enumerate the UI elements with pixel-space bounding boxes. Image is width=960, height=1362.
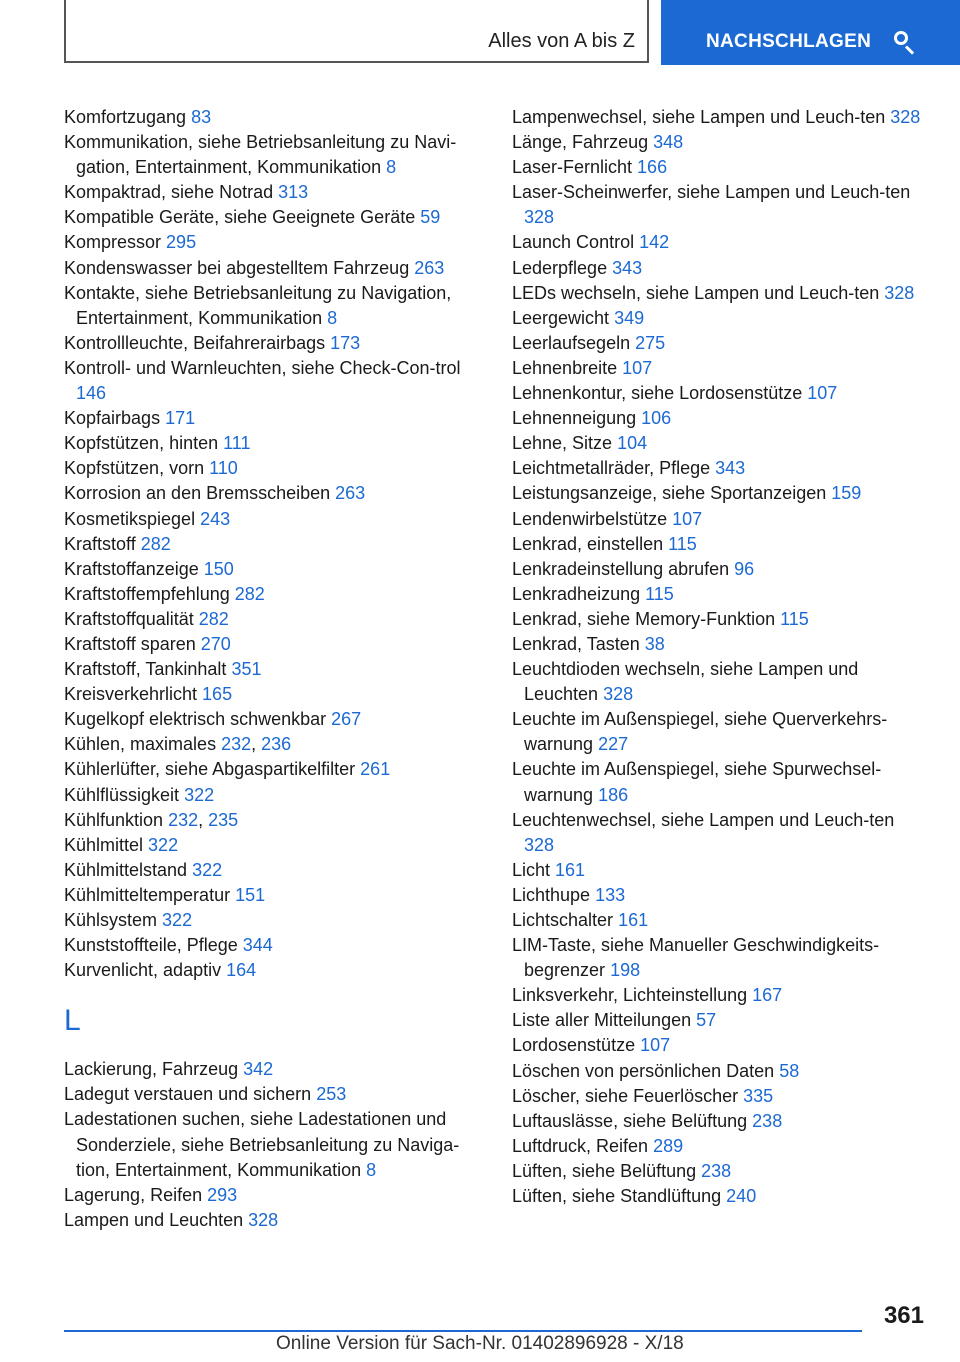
index-entry	[512, 1033, 922, 1058]
index-entry	[512, 1109, 922, 1134]
nav-tab-label: NACHSCHLAGEN	[706, 30, 872, 52]
page-link[interactable]: 335	[743, 1085, 774, 1106]
index-entry-term: Kompaktrad, siehe Notrad	[64, 182, 279, 203]
page-link[interactable]: 328	[524, 207, 555, 228]
index-entry	[64, 431, 484, 456]
page-link[interactable]: 107	[672, 508, 703, 529]
index-entry-term: LIM-Taste, siehe Manueller Geschwindigkeits-begrenzer	[512, 935, 880, 981]
page-link[interactable]: 328	[890, 107, 921, 127]
index-entry-term: Lehnenneigung	[512, 408, 642, 429]
index-entry	[512, 431, 922, 456]
page-link[interactable]: 38	[644, 633, 665, 654]
index-entry-term: Kosmetikspiegel	[64, 508, 201, 529]
page-link[interactable]: 161	[555, 859, 586, 880]
page-link[interactable]: 173	[330, 332, 361, 353]
index-entry-term: Kugelkopf elektrisch schwenkbar	[64, 709, 332, 730]
index-entry	[64, 757, 484, 782]
index-entry-term: Ladestationen suchen, siehe Ladestationen und Sonderziele, siehe Betriebsanleitung zu Naviga-tion, Entertainment, Kommunikation	[64, 1109, 460, 1180]
index-entry	[512, 808, 922, 858]
page-link[interactable]: 167	[752, 985, 783, 1006]
index-entry	[64, 180, 484, 205]
index-entry-term: Kopfstützen, vorn	[64, 458, 210, 479]
index-entry-term: Lampen und Leuchten	[64, 1209, 249, 1230]
page-link[interactable]: 282	[140, 533, 171, 554]
index-entry-term: Launch Control	[512, 232, 640, 253]
page-link[interactable]: 150	[203, 558, 234, 579]
index-entry	[512, 532, 922, 557]
page-link[interactable]: 161	[618, 910, 649, 930]
index-entry-term: Lagerung, Reifen	[64, 1184, 208, 1205]
header-title: Alles von A bis Z	[488, 30, 635, 52]
page-link[interactable]: 322	[162, 910, 193, 930]
index-entry-term: Lenkrad, einstellen	[512, 533, 669, 554]
page-link[interactable]: 110	[209, 458, 238, 479]
page-link[interactable]: 115	[645, 583, 674, 604]
page-link[interactable]: 343	[715, 458, 746, 479]
index-entry-term: Lehnenbreite	[512, 357, 623, 378]
index-entry	[64, 783, 484, 808]
index-entry	[64, 858, 484, 883]
page-link[interactable]: 232	[168, 809, 199, 830]
footer-divider	[64, 1330, 862, 1332]
index-entry-term: Korrosion an den Bremsscheiben	[64, 483, 336, 504]
index-entry	[512, 1084, 922, 1109]
index-entry	[512, 456, 922, 481]
page-link[interactable]: 293	[207, 1184, 238, 1205]
index-entry	[64, 406, 484, 431]
index-entry-term: Kühlsystem	[64, 910, 163, 930]
page-link[interactable]: 83	[191, 107, 212, 127]
index-entry-term: Leuchte im Außenspiegel, siehe Spurwechsel-warnung	[512, 759, 882, 805]
page-link[interactable]: 351	[231, 659, 262, 680]
nav-tab-nachschlagen[interactable]	[661, 0, 960, 65]
page-link[interactable]: 263	[335, 483, 366, 504]
index-letter-heading: L	[64, 1004, 81, 1038]
index-entry-term: Leergewicht	[512, 307, 615, 328]
page-link[interactable]: 198	[610, 960, 641, 981]
index-entry	[64, 507, 484, 532]
index-entry	[64, 1057, 484, 1082]
index-entry-term: Löscher, siehe Feuerlöscher	[512, 1085, 744, 1106]
index-entry-term: Kunststoffteile, Pflege	[64, 935, 243, 956]
index-entry-term: Leichtmetallräder, Pflege	[512, 458, 716, 479]
index-entry-term: Lichthupe	[512, 884, 596, 905]
footer-text: Online Version für Sach-Nr. 01402896928 - X/18	[276, 1333, 684, 1354]
index-entry-term: Kontrollleuchte, Beifahrerairbags	[64, 332, 331, 353]
index-entry-term: Löschen von persönlichen Daten	[512, 1060, 780, 1081]
page-link[interactable]: 104	[617, 433, 648, 454]
index-entry	[512, 230, 922, 255]
index-entry-term: Länge, Fahrzeug	[512, 132, 654, 153]
page-link[interactable]: 115	[668, 533, 697, 554]
page-link[interactable]: 57	[696, 1010, 717, 1031]
page-link[interactable]: 107	[807, 383, 838, 404]
index-entry	[64, 281, 484, 331]
index-entry	[64, 456, 484, 481]
index-entry-term: Ladegut verstauen und sichern	[64, 1084, 317, 1105]
page-link[interactable]: 344	[242, 935, 273, 956]
index-entry-term: Kühlen, maximales	[64, 734, 222, 755]
index-entry	[512, 983, 922, 1008]
page-link[interactable]: 8	[386, 157, 397, 178]
page-link[interactable]: 240	[726, 1186, 757, 1207]
index-entry	[512, 1159, 922, 1184]
index-entry	[512, 757, 922, 807]
index-entry-term: Kraftstoff	[64, 533, 141, 554]
index-entry	[512, 180, 922, 230]
page-link[interactable]: 133	[595, 884, 626, 905]
page-link[interactable]: 166	[637, 157, 668, 178]
index-column-right	[512, 105, 922, 1209]
index-entry: Kühlen, maximales 232, 236	[64, 734, 292, 755]
index-entry	[512, 1184, 922, 1209]
index-entry-term: Laser-Scheinwerfer, siehe Lampen und Leuch-ten	[512, 182, 911, 203]
index-entry	[512, 281, 922, 306]
index-entry-term: Kühlmitteltemperatur	[64, 884, 236, 905]
index-entry-term: Kraftstoff, Tankinhalt	[64, 659, 232, 680]
page-link[interactable]: 238	[701, 1160, 732, 1181]
index-entry	[64, 331, 484, 356]
index-entry-term: Lenkrad, siehe Memory-Funktion	[512, 608, 781, 629]
index-entry-term: Lordosenstütze	[512, 1035, 641, 1056]
page-link[interactable]: 111	[223, 433, 251, 454]
index-entry-term: Licht	[512, 859, 556, 880]
index-entry	[64, 1107, 484, 1182]
index-entry-term: Lüften, siehe Standlüftung	[512, 1186, 727, 1207]
index-entry-term: LEDs wechseln, siehe Lampen und Leuch-ten	[512, 282, 885, 303]
page-link[interactable]: 275	[635, 332, 666, 353]
index-entry	[512, 883, 922, 908]
index-entry	[512, 858, 922, 883]
page-link[interactable]: 282	[198, 608, 229, 629]
index-entry-term: Kühlflüssigkeit	[64, 784, 185, 805]
index-entry-term: Lenkrad, Tasten	[512, 633, 645, 654]
page-link[interactable]: 165	[202, 684, 233, 705]
index-entry	[512, 256, 922, 281]
index-entry	[64, 657, 484, 682]
page-link[interactable]: 96	[734, 558, 755, 579]
page-link[interactable]: 261	[360, 759, 391, 780]
index-entry	[64, 632, 484, 657]
index-entry	[512, 306, 922, 331]
index-entry-term: Kühlmittelstand	[64, 859, 193, 880]
index-entry	[64, 105, 484, 130]
index-entry-term: Lenkradheizung	[512, 583, 646, 604]
index-entry-term: Kreisverkehrlicht	[64, 684, 203, 705]
index-entry	[512, 130, 922, 155]
index-entry	[512, 908, 922, 933]
index-entry-term: Leistungsanzeige, siehe Sportanzeigen	[512, 483, 832, 504]
index-entry	[64, 1208, 484, 1233]
page-link[interactable]: 253	[316, 1084, 347, 1105]
index-entry	[512, 557, 922, 582]
index-entry	[64, 582, 484, 607]
index-entry	[64, 532, 484, 557]
page-link[interactable]: 227	[598, 734, 629, 755]
page-link[interactable]: 8	[327, 307, 338, 328]
index-entry	[512, 582, 922, 607]
page-link[interactable]: 238	[752, 1110, 783, 1131]
page-link[interactable]: 348	[653, 132, 684, 153]
index-entry-term: Lampenwechsel, siehe Lampen und Leuch-ten	[512, 107, 891, 127]
index-entry	[512, 406, 922, 431]
index-entry-term: Kraftstoffqualität	[64, 608, 199, 629]
index-entry	[512, 657, 922, 707]
index-entry-term: Leerlaufsegeln	[512, 332, 636, 353]
index-entry	[64, 230, 484, 255]
index-entry-term: Kurvenlicht, adaptiv	[64, 960, 227, 981]
index-entry	[64, 707, 484, 732]
index-entry-term: Lüften, siehe Belüftung	[512, 1160, 702, 1181]
page-link[interactable]: 343	[612, 257, 643, 278]
page-link[interactable]: 107	[640, 1035, 671, 1056]
index-entry	[64, 958, 484, 983]
index-entry-term: Lendenwirbelstütze	[512, 508, 673, 529]
index-entry	[512, 1059, 922, 1084]
page-link[interactable]: 106	[641, 408, 672, 429]
index-entry	[64, 1183, 484, 1208]
index-entry	[512, 1134, 922, 1159]
index-entry	[64, 607, 484, 632]
index-entry	[64, 833, 484, 858]
index-entry-term: Kontroll- und Warnleuchten, siehe Check-Con-trol	[64, 357, 461, 378]
index-entry-term: Kopfstützen, hinten	[64, 433, 224, 454]
page-link[interactable]: 322	[192, 859, 223, 880]
index-entry-term: Kopfairbags	[64, 408, 166, 429]
page-link[interactable]: 289	[653, 1135, 684, 1156]
index-entry-term: Kontakte, siehe Betriebsanleitung zu Navigation, Entertainment, Kommunikation	[64, 282, 452, 328]
page-link[interactable]: 328	[524, 834, 555, 855]
index-entry	[64, 883, 484, 908]
index-entry	[512, 607, 922, 632]
index-entry-term: Leuchtdioden wechseln, siehe Lampen und Leuchten	[512, 659, 859, 705]
index-entry	[512, 707, 922, 757]
index-entry-term: Kompatible Geräte, siehe Geeignete Geräte	[64, 207, 421, 228]
index-entry-term: Kühlmittel	[64, 834, 149, 855]
page-link[interactable]: 58	[779, 1060, 800, 1081]
page-link[interactable]: 232	[221, 734, 252, 755]
index-entry-term: Luftdruck, Reifen	[512, 1135, 654, 1156]
index-entry	[64, 908, 484, 933]
page-number: 361	[883, 1302, 924, 1329]
page-link[interactable]: 270	[200, 633, 231, 654]
page-link[interactable]: 243	[200, 508, 231, 529]
index-entry	[512, 331, 922, 356]
index-entry	[64, 130, 484, 180]
page-link[interactable]: 328	[248, 1209, 279, 1230]
index-entry-term: Kraftstoffempfehlung	[64, 583, 235, 604]
index-entry	[64, 682, 484, 707]
page-link[interactable]: 349	[614, 307, 645, 328]
page-link[interactable]: 164	[226, 960, 257, 981]
index-entry-term: Lehnenkontur, siehe Lordosenstütze	[512, 383, 808, 404]
index-entry	[64, 205, 484, 230]
page-link[interactable]: 267	[331, 709, 362, 730]
index-entry	[64, 481, 484, 506]
page-link[interactable]: 171	[165, 408, 196, 429]
header-title-box	[64, 0, 649, 63]
page-link[interactable]: 313	[278, 182, 309, 203]
page-link[interactable]: 142	[639, 232, 670, 253]
index-entry	[512, 632, 922, 657]
index-entry-term: Luftauslässe, siehe Belüftung	[512, 1110, 753, 1131]
index-entry-term: Kühlerlüfter, siehe Abgaspartikelfilter	[64, 759, 361, 780]
page-link[interactable]: 263	[414, 257, 445, 278]
page-link[interactable]: 186	[598, 784, 629, 805]
index-entry-term: Kommunikation, siehe Betriebsanleitung zu Navi-gation, Entertainment, Kommunikation	[64, 132, 457, 178]
index-entry	[512, 1008, 922, 1033]
index-entry-term: Kraftstoffanzeige	[64, 558, 204, 579]
index-entry-term: Kompressor	[64, 232, 167, 253]
index-entry	[64, 557, 484, 582]
index-entry	[64, 356, 484, 406]
index-column-left	[64, 105, 484, 1233]
page-link[interactable]: 59	[420, 207, 441, 228]
search-icon[interactable]	[893, 30, 917, 54]
page-link[interactable]: 236	[261, 734, 292, 755]
page-link[interactable]: 322	[184, 784, 215, 805]
page-link[interactable]: 151	[235, 884, 266, 905]
page-link[interactable]: 328	[603, 684, 634, 705]
index-entry-term: Leuchte im Außenspiegel, siehe Querverkehrs-warnung	[512, 709, 888, 755]
page-link[interactable]: 282	[234, 583, 265, 604]
index-entry-term: Komfortzugang	[64, 107, 192, 127]
index-entry-term: Leuchtenwechsel, siehe Lampen und Leuch-ten	[512, 809, 895, 830]
page-link[interactable]: 322	[148, 834, 179, 855]
page-link[interactable]: 342	[243, 1059, 274, 1080]
page-link[interactable]: 115	[780, 608, 809, 629]
index-entry-term: Liste aller Mitteilungen	[512, 1010, 697, 1031]
index-entry-term: Kraftstoff sparen	[64, 633, 201, 654]
page-link[interactable]: 8	[366, 1159, 377, 1180]
index-entry	[64, 933, 484, 958]
index-entry	[64, 1082, 484, 1107]
index-entry	[512, 481, 922, 506]
index-entry	[512, 507, 922, 532]
page-link[interactable]: 328	[884, 282, 915, 303]
index-entry	[512, 933, 922, 983]
index-entry-term: Kühlfunktion	[64, 809, 169, 830]
page-link[interactable]: 146	[76, 383, 107, 404]
page-link[interactable]: 107	[622, 357, 653, 378]
index-entry-term: Lackierung, Fahrzeug	[64, 1059, 244, 1080]
index-entry-term: Lenkradeinstellung abrufen	[512, 558, 735, 579]
page-link[interactable]: 235	[208, 809, 239, 830]
index-entry	[512, 356, 922, 381]
index-entry	[64, 256, 484, 281]
index-entry-term: Linksverkehr, Lichteinstellung	[512, 985, 753, 1006]
index-entry-term: Kondenswasser bei abgestelltem Fahrzeug	[64, 257, 415, 278]
page-link[interactable]: 159	[831, 483, 862, 504]
index-entry	[512, 381, 922, 406]
index-entry-term: Lederpflege	[512, 257, 613, 278]
index-entry: Kühlfunktion 232, 235	[64, 809, 239, 830]
index-entry	[512, 155, 922, 180]
index-entry-term: Laser-Fernlicht	[512, 157, 638, 178]
index-entry-term: Lehne, Sitze	[512, 433, 618, 454]
page-link[interactable]: 295	[166, 232, 197, 253]
index-entry	[512, 105, 922, 130]
index-entry-term: Lichtschalter	[512, 910, 619, 930]
